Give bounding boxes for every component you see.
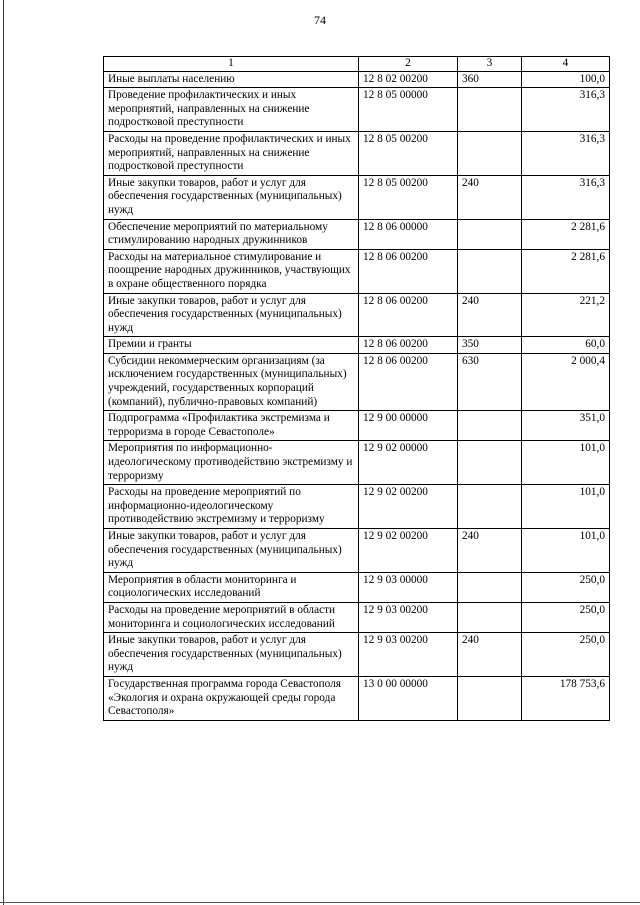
table-row	[104, 676, 610, 720]
row-name-cell: Иные закупки товаров, работ и услуг для обеспечения государственных (муниципальных) нужд	[104, 529, 359, 573]
row-sum-cell: 250,0	[522, 633, 610, 677]
row-sum-cell: 250,0	[522, 572, 610, 602]
row-type-cell	[458, 602, 522, 632]
row-sum-cell: 316,3	[522, 88, 610, 132]
table-row	[104, 411, 610, 441]
row-type-cell: 630	[458, 353, 522, 410]
row-type-cell: 360	[458, 71, 522, 88]
table-row	[104, 353, 610, 410]
row-code-cell: 12 8 02 00200	[359, 71, 458, 88]
row-name-cell: Иные выплаты населению	[104, 71, 359, 88]
row-sum-cell: 2 000,4	[522, 353, 610, 410]
table-row	[104, 249, 610, 293]
column-header-4: 4	[522, 57, 610, 72]
table-row	[104, 602, 610, 632]
row-type-cell: 350	[458, 337, 522, 354]
row-name-cell: Премии и гранты	[104, 337, 359, 354]
row-name-cell: Иные закупки товаров, работ и услуг для обеспечения государственных (муниципальных) нужд	[104, 293, 359, 337]
row-name-cell: Субсидии некоммерческим организациям (за исключением государственных (муниципальных) учреждений, государственных корпораций (компаний), публично-правовых компаний)	[104, 353, 359, 410]
page-edge-line	[3, 0, 4, 905]
row-code-cell: 12 9 00 00000	[359, 411, 458, 441]
table-row	[104, 219, 610, 249]
row-code-cell: 12 8 06 00200	[359, 293, 458, 337]
table-row	[104, 633, 610, 677]
table-row	[104, 572, 610, 602]
row-name-cell: Иные закупки товаров, работ и услуг для обеспечения государственных (муниципальных) нужд	[104, 633, 359, 677]
row-name-cell: Проведение профилактических и иных мероприятий, направленных на снижение подростковой преступности	[104, 88, 359, 132]
row-code-cell: 12 8 06 00200	[359, 353, 458, 410]
row-code-cell: 12 9 03 00200	[359, 633, 458, 677]
row-type-cell	[458, 249, 522, 293]
row-sum-cell: 316,3	[522, 131, 610, 175]
row-type-cell	[458, 441, 522, 485]
table-row	[104, 293, 610, 337]
row-sum-cell: 100,0	[522, 71, 610, 88]
table-row	[104, 131, 610, 175]
row-code-cell: 12 9 03 00000	[359, 572, 458, 602]
column-header-2: 2	[359, 57, 458, 72]
row-sum-cell: 2 281,6	[522, 249, 610, 293]
row-type-cell: 240	[458, 529, 522, 573]
row-name-cell: Мероприятия в области мониторинга и социологических исследований	[104, 572, 359, 602]
row-type-cell	[458, 411, 522, 441]
budget-table	[103, 56, 610, 721]
row-name-cell: Иные закупки товаров, работ и услуг для обеспечения государственных (муниципальных) нужд	[104, 175, 359, 219]
table-row	[104, 175, 610, 219]
table-row	[104, 71, 610, 88]
column-header-3: 3	[458, 57, 522, 72]
table-row	[104, 441, 610, 485]
row-name-cell: Обеспечение мероприятий по материальному стимулированию народных дружинников	[104, 219, 359, 249]
row-sum-cell: 101,0	[522, 529, 610, 573]
row-sum-cell: 351,0	[522, 411, 610, 441]
row-type-cell	[458, 131, 522, 175]
row-code-cell: 12 8 06 00200	[359, 249, 458, 293]
row-sum-cell: 221,2	[522, 293, 610, 337]
table-row	[104, 485, 610, 529]
row-sum-cell: 178 753,6	[522, 676, 610, 720]
row-code-cell: 12 8 06 00200	[359, 337, 458, 354]
table-row	[104, 88, 610, 132]
row-type-cell	[458, 676, 522, 720]
row-type-cell	[458, 219, 522, 249]
row-sum-cell: 60,0	[522, 337, 610, 354]
row-type-cell	[458, 88, 522, 132]
row-sum-cell: 101,0	[522, 485, 610, 529]
row-type-cell: 240	[458, 633, 522, 677]
row-type-cell	[458, 572, 522, 602]
page-bottom-rule	[0, 902, 640, 903]
row-sum-cell: 250,0	[522, 602, 610, 632]
table-row	[104, 529, 610, 573]
row-sum-cell: 101,0	[522, 441, 610, 485]
row-name-cell: Мероприятия по информационно-идеологическому противодействию экстремизму и терроризму	[104, 441, 359, 485]
row-name-cell: Подпрограмма «Профилактика экстремизма и терроризма в городе Севастополе»	[104, 411, 359, 441]
row-code-cell: 13 0 00 00000	[359, 676, 458, 720]
row-type-cell: 240	[458, 175, 522, 219]
row-name-cell: Расходы на проведение мероприятий по информационно-идеологическому противодействию экстремизму и терроризму	[104, 485, 359, 529]
column-header-1: 1	[104, 57, 359, 72]
row-code-cell: 12 9 02 00200	[359, 529, 458, 573]
row-code-cell: 12 8 05 00200	[359, 175, 458, 219]
row-code-cell: 12 8 05 00200	[359, 131, 458, 175]
row-name-cell: Расходы на проведение мероприятий в области мониторинга и социологических исследований	[104, 602, 359, 632]
row-sum-cell: 316,3	[522, 175, 610, 219]
row-type-cell: 240	[458, 293, 522, 337]
row-code-cell: 12 9 03 00200	[359, 602, 458, 632]
row-type-cell	[458, 485, 522, 529]
row-name-cell: Расходы на материальное стимулирование и поощрение народных дружинников, участвующих в охране общественного порядка	[104, 249, 359, 293]
row-code-cell: 12 9 02 00200	[359, 485, 458, 529]
row-name-cell: Расходы на проведение профилактических и иных мероприятий, направленных на снижение подростковой преступности	[104, 131, 359, 175]
table-header-row	[104, 57, 610, 72]
row-code-cell: 12 9 02 00000	[359, 441, 458, 485]
row-code-cell: 12 8 06 00000	[359, 219, 458, 249]
row-name-cell: Государственная программа города Севастополя «Экология и охрана окружающей среды города Севастополя»	[104, 676, 359, 720]
row-sum-cell: 2 281,6	[522, 219, 610, 249]
table-row	[104, 337, 610, 354]
page-number: 74	[314, 13, 326, 27]
row-code-cell: 12 8 05 00000	[359, 88, 458, 132]
